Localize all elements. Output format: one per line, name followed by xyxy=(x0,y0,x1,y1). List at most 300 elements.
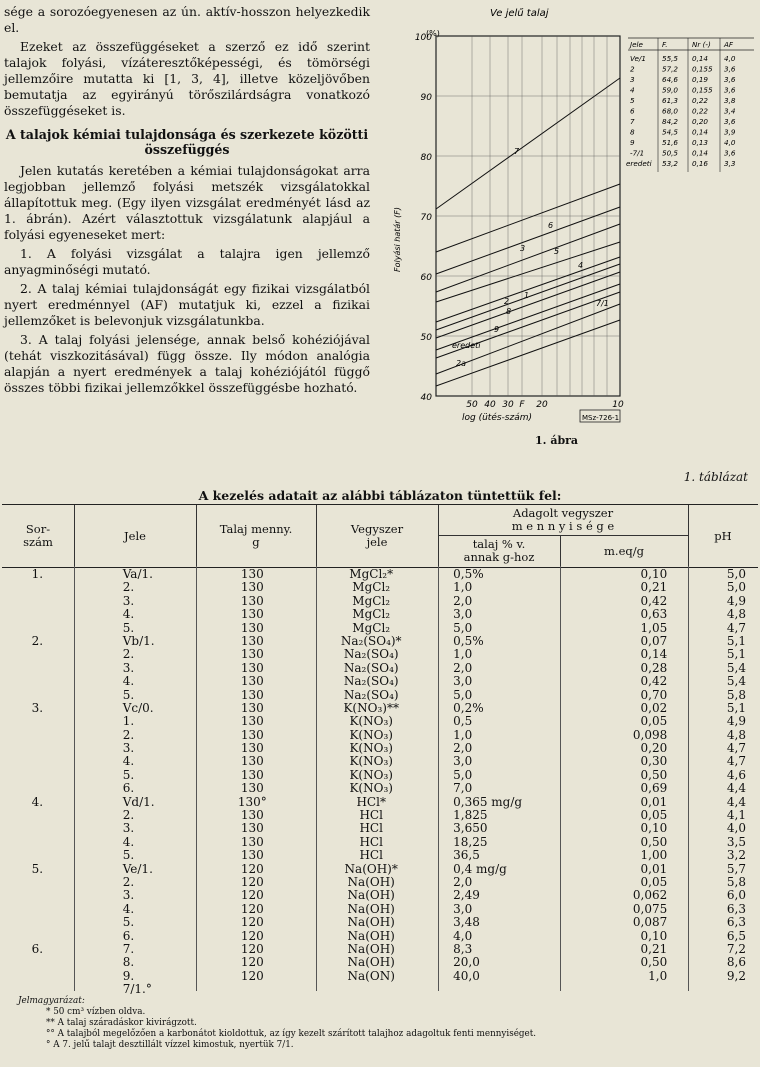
inset-cell: 0,14 xyxy=(692,127,709,137)
row-pct: 0,5% xyxy=(453,634,484,648)
row-vegy: MgCl₂ xyxy=(352,581,391,595)
table-header xyxy=(2,504,758,568)
inset-cell: 68,0 xyxy=(662,106,679,116)
row-pct xyxy=(431,983,571,996)
table-row xyxy=(2,702,758,715)
table-row xyxy=(2,809,758,822)
ytick-70: 70 xyxy=(420,213,432,223)
row-ph: 4,8 xyxy=(726,608,746,622)
header-adag: Adagolt vegyszer m e n n y i s é g e xyxy=(438,505,689,536)
y-tick-labels xyxy=(415,33,432,403)
row-num xyxy=(2,836,73,849)
row-menny: 130 xyxy=(240,701,264,715)
row-meq: 0,05 xyxy=(640,875,668,889)
row-jele: 6. xyxy=(122,782,135,796)
row-vegy: MgCl₂ xyxy=(352,621,391,635)
inset-cell: 3,6 xyxy=(724,75,736,84)
table-row xyxy=(2,568,758,581)
row-ph: 5,7 xyxy=(726,862,746,876)
inset-table xyxy=(626,40,736,168)
line-7 xyxy=(436,78,620,209)
row-vegy: Na(OH) xyxy=(347,942,395,956)
row-menny: 130 xyxy=(240,594,264,608)
row-meq: 0,05 xyxy=(640,715,668,729)
row-jele: 2. xyxy=(122,648,135,662)
line-2a xyxy=(436,320,620,386)
row-num xyxy=(2,729,73,742)
table-row xyxy=(2,956,758,969)
inset-cell: 3,4 xyxy=(724,106,736,116)
row-ph: 4,7 xyxy=(726,742,746,756)
inset-cell: 53,2 xyxy=(662,159,679,168)
note-2: ** A talaj száradáskor kivirágzott. xyxy=(46,1018,197,1028)
row-menny: 130 xyxy=(240,849,264,863)
inset-cell: 0,16 xyxy=(692,159,709,168)
row-meq: 0,01 xyxy=(640,862,668,876)
inset-cell: 64,6 xyxy=(662,75,679,84)
inset-cell: 7 xyxy=(630,117,635,126)
row-menny: 120 xyxy=(240,929,264,943)
row-pct: 3,0 xyxy=(453,902,473,916)
note-3: °° A talajból megelőzően a karbonátot kioldottuk, az így kezelt szárított talajhoz adagoltuk fenti mennyiséget. xyxy=(46,1029,537,1039)
row-jele: 3. xyxy=(122,889,135,903)
inset-cell: 0,155 xyxy=(692,64,713,74)
inset-cell: 3,6 xyxy=(724,117,736,126)
inset-cell: 3,6 xyxy=(724,64,736,74)
inset-cell: 3,6 xyxy=(724,148,736,158)
row-num xyxy=(2,849,73,862)
row-menny: 120 xyxy=(240,889,264,903)
table-row xyxy=(2,782,758,795)
inset-cell: 0,22 xyxy=(692,106,709,116)
row-jele: 3. xyxy=(122,661,135,675)
inset-cell: 9 xyxy=(630,138,635,147)
line-label-1: 1 xyxy=(524,291,530,300)
row-vegy: Na(OH)* xyxy=(344,862,398,876)
row-menny: 130 xyxy=(240,755,264,769)
ytick-40: 40 xyxy=(420,393,432,403)
row-jele: 3. xyxy=(122,822,135,836)
row-num xyxy=(2,742,73,755)
treatment-table xyxy=(2,504,758,997)
row-pct: 1,0 xyxy=(453,648,473,662)
inset-cell: 84,2 xyxy=(662,117,679,126)
row-jele: 4. xyxy=(122,835,135,849)
row-menny: 130 xyxy=(240,581,264,595)
line-label-5: 5 xyxy=(554,247,560,256)
row-ph: 5,0 xyxy=(726,581,746,595)
row-vegy: HCl xyxy=(359,849,383,863)
row-jele: 2. xyxy=(122,581,135,595)
row-menny: 130 xyxy=(240,768,264,782)
row-num xyxy=(2,755,73,768)
table-row xyxy=(2,755,758,768)
row-num xyxy=(2,956,73,969)
row-menny: 130 xyxy=(240,675,264,689)
inset-cell: -7/1 xyxy=(630,148,645,158)
row-vegy: K(NO₃) xyxy=(349,728,393,742)
row-ph: 4,0 xyxy=(726,822,746,836)
row-ph: 9,2 xyxy=(726,969,746,983)
row-num xyxy=(2,595,73,608)
table-row xyxy=(2,970,758,983)
row-jele: 5. xyxy=(122,916,135,930)
row-jele: 7. xyxy=(122,942,135,956)
row-vegy: Na₂(SO₄) xyxy=(343,661,399,675)
line-label-9: 9 xyxy=(494,325,500,334)
row-menny: 130 xyxy=(240,809,264,823)
line-2 xyxy=(436,257,620,322)
table-row xyxy=(2,715,758,728)
line-label-4: 4 xyxy=(578,261,584,270)
row-meq: 0,075 xyxy=(632,902,668,916)
row-meq: 0,42 xyxy=(640,675,668,689)
row-num xyxy=(2,581,73,594)
header-ph: pH xyxy=(714,528,732,543)
row-jele: 3. xyxy=(122,594,135,608)
row-meq: 1,05 xyxy=(640,621,668,635)
x-tick-labels xyxy=(466,400,624,410)
ytick-90: 90 xyxy=(420,93,432,103)
inset-cell: 3,8 xyxy=(724,96,736,105)
row-ph: 4,9 xyxy=(726,715,746,729)
row-ph: 8,6 xyxy=(726,956,746,970)
paragraph-5: 2. A talaj kémiai tulajdonságát egy fizikai vizsgálatból nyert eredménnyel (AF) mutatjuk ki, ezzel a fizikai jellemzőket is belevonjuk vizsgálatunkba. xyxy=(4,281,370,328)
row-vegy: Na₂(SO₄) xyxy=(343,675,399,689)
row-ph: 6,5 xyxy=(726,929,746,943)
row-menny: 120 xyxy=(240,956,264,970)
row-ph: 6,3 xyxy=(726,902,746,916)
row-pct: 2,0 xyxy=(453,875,473,889)
row-vegy: MgCl₂* xyxy=(349,568,394,581)
row-ph: 3,5 xyxy=(726,835,746,849)
figure-1 xyxy=(382,2,760,452)
row-pct: 3,650 xyxy=(453,822,488,836)
row-ph: 4,6 xyxy=(726,768,746,782)
inset-cell: 0,13 xyxy=(692,138,709,147)
row-menny: 130 xyxy=(240,608,264,622)
row-pct: 4,0 xyxy=(453,929,473,943)
row-vegy: Na(OH) xyxy=(347,956,395,970)
row-vegy: Na(OH) xyxy=(347,916,395,930)
row-menny: 130 xyxy=(240,835,264,849)
row-jele: 2. xyxy=(122,809,135,823)
row-meq: 0,05 xyxy=(640,809,668,823)
inset-cell: 0,19 xyxy=(692,75,709,84)
row-pct: 2,49 xyxy=(453,889,480,903)
row-meq: 1,0 xyxy=(648,969,668,983)
inset-cell: 0,14 xyxy=(692,54,709,63)
body-text-column xyxy=(4,4,370,399)
inset-cell: 3,9 xyxy=(724,127,736,137)
row-num: 4. xyxy=(31,795,44,809)
row-num xyxy=(2,608,73,621)
row-num xyxy=(2,648,73,661)
paragraph-4: 1. A folyási vizsgálat a talajra igen jellemző anyagminőségi mutató. xyxy=(4,246,370,277)
row-meq: 0,098 xyxy=(632,728,668,742)
header-menny: Talaj menny. g xyxy=(196,505,317,567)
inset-cell: Ve/1 xyxy=(630,54,646,63)
row-ph: 5,8 xyxy=(726,688,746,702)
row-jele: 4. xyxy=(122,608,135,622)
table-row xyxy=(2,889,758,902)
inset-cell: 2 xyxy=(630,64,635,74)
row-num xyxy=(2,970,73,983)
table-body xyxy=(2,568,758,997)
inset-cell: 50,5 xyxy=(662,148,679,158)
ytick-50: 50 xyxy=(420,333,432,343)
row-num xyxy=(2,930,73,943)
row-pct: 3,0 xyxy=(453,608,473,622)
inset-cell: 0,22 xyxy=(692,96,709,105)
row-ph: 5,1 xyxy=(726,648,746,662)
table-row xyxy=(2,943,758,956)
row-num: 3. xyxy=(31,701,44,715)
row-menny: 120 xyxy=(240,969,264,983)
ytick-100: 100 xyxy=(414,33,432,43)
table-row xyxy=(2,796,758,809)
row-meq: 0,42 xyxy=(640,594,668,608)
row-menny: 130 xyxy=(240,715,264,729)
xtick-30: 30 xyxy=(502,400,514,410)
notes-title: Jelmagyarázat: xyxy=(18,996,85,1006)
row-num xyxy=(2,983,73,996)
row-num xyxy=(2,889,73,902)
line-label-7-1: 7/1 xyxy=(596,299,609,308)
figure-caption: 1. ábra xyxy=(535,434,579,447)
row-ph: 4,1 xyxy=(726,809,746,823)
row-pct: 1,825 xyxy=(453,809,488,823)
row-meq: 0,10 xyxy=(640,929,668,943)
inset-cell: 0,20 xyxy=(692,117,709,126)
inset-cell: 3 xyxy=(630,75,635,84)
line-label-8: 8 xyxy=(506,307,512,316)
row-menny: 130 xyxy=(240,634,264,648)
percent-label: (%) xyxy=(426,29,440,38)
row-menny: 120 xyxy=(240,862,264,876)
table-row xyxy=(2,742,758,755)
row-meq: 0,69 xyxy=(640,782,668,796)
row-menny: 130 xyxy=(240,822,264,836)
row-vegy: Na₂(SO₄) xyxy=(343,688,399,702)
flow-line-chart xyxy=(382,2,760,452)
row-jele: 1. xyxy=(122,715,135,729)
row-ph: 5,0 xyxy=(726,568,746,581)
header-jele: Jele xyxy=(74,505,197,567)
row-ph: 5,4 xyxy=(726,675,746,689)
row-ph: 5,4 xyxy=(726,661,746,675)
table-row xyxy=(2,595,758,608)
ytick-80: 80 xyxy=(420,153,432,163)
inset-cell: 57,2 xyxy=(662,64,679,74)
row-vegy: MgCl₂ xyxy=(352,594,391,608)
table-row xyxy=(2,849,758,862)
table-row xyxy=(2,863,758,876)
row-pct: 3,48 xyxy=(453,916,480,930)
xtick-40: 40 xyxy=(484,400,496,410)
row-jele: 6. xyxy=(122,929,135,943)
row-vegy: MgCl₂ xyxy=(352,608,391,622)
inset-cell: 0,14 xyxy=(692,148,709,158)
table-row xyxy=(2,689,758,702)
row-pct: 5,0 xyxy=(453,688,473,702)
ytick-60: 60 xyxy=(420,273,432,283)
row-num xyxy=(2,903,73,916)
inset-header: AF xyxy=(724,40,734,49)
line-label-6: 6 xyxy=(548,221,554,230)
row-pct: 2,0 xyxy=(453,661,473,675)
line-label-eredeti: eredeti xyxy=(452,341,481,350)
inset-cell: 4 xyxy=(630,85,635,95)
inset-cell: 61,3 xyxy=(662,96,679,105)
row-jele: 2. xyxy=(122,875,135,889)
row-menny: 130 xyxy=(240,621,264,635)
figure-stamp: MSz-726-1 xyxy=(582,414,620,422)
row-ph: 6,0 xyxy=(726,889,746,903)
row-pct: 2,0 xyxy=(453,594,473,608)
header-pct: talaj % v. annak g-hoz xyxy=(438,535,561,567)
row-meq: 0,02 xyxy=(640,701,668,715)
row-jele: 7/1.° xyxy=(122,983,152,997)
row-meq: 1,00 xyxy=(640,849,668,863)
row-jele: 2. xyxy=(122,728,135,742)
line-label-7: 7 xyxy=(514,147,520,156)
inset-cell: 3,6 xyxy=(724,85,736,95)
paragraph-2: Ezeket az összefüggéseket a szerző ez idő szerint talajok folyási, vízáteresztőképességi, és tömörségi jellemzőire mutatta ki [1, 3, 4], illetve közeljövőben bemutatja az egyirányú törőszilárdságra vonatkozó összefüggéseket is. xyxy=(4,39,370,118)
row-ph: 5,1 xyxy=(726,701,746,715)
table-row xyxy=(2,581,758,594)
line-label-2a: 2a xyxy=(456,359,466,368)
row-jele: Ve/1. xyxy=(122,862,153,876)
row-pct: 3,0 xyxy=(453,755,473,769)
table-row xyxy=(2,635,758,648)
row-jele: 4. xyxy=(122,902,135,916)
row-vegy: K(NO₃)** xyxy=(343,701,399,715)
row-vegy: Na(OH) xyxy=(347,889,395,903)
row-ph: 4,4 xyxy=(726,782,746,796)
row-jele: 5. xyxy=(122,621,135,635)
row-menny: 120 xyxy=(240,916,264,930)
row-num xyxy=(2,916,73,929)
row-pct: 8,3 xyxy=(453,942,473,956)
row-meq: 0,10 xyxy=(640,822,668,836)
row-menny: 130 xyxy=(240,728,264,742)
table-row xyxy=(2,822,758,835)
row-jele: 9. xyxy=(122,969,135,983)
paragraph-1: sége a sorozóegyenesen az ún. aktív-hosszon helyezkedik el. xyxy=(4,4,370,35)
row-jele: Vd/1. xyxy=(122,795,155,809)
row-meq: 0,28 xyxy=(640,661,668,675)
row-jele: 5. xyxy=(122,688,135,702)
table-row xyxy=(2,675,758,688)
inset-cell: 51,6 xyxy=(662,138,679,147)
figure-title: Ve jelű talaj xyxy=(490,8,549,19)
row-num xyxy=(2,715,73,728)
line-3 xyxy=(436,207,620,274)
row-meq: 0,01 xyxy=(640,795,668,809)
header-meq: m.eq/g xyxy=(560,535,689,567)
row-num xyxy=(2,876,73,889)
inset-cell: 59,0 xyxy=(662,85,679,95)
row-menny: 130° xyxy=(237,795,267,809)
row-vegy: Na₂(SO₄)* xyxy=(340,634,402,648)
row-jele: 5. xyxy=(122,768,135,782)
row-meq: 0,14 xyxy=(640,648,668,662)
row-num xyxy=(2,822,73,835)
inset-cell: 5 xyxy=(630,96,635,105)
row-vegy: Na(OH) xyxy=(347,902,395,916)
row-jele: 3. xyxy=(122,742,135,756)
row-ph: 5,1 xyxy=(726,634,746,648)
row-vegy: K(NO₃) xyxy=(349,755,393,769)
row-vegy: HCl xyxy=(359,822,383,836)
table-row xyxy=(2,916,758,929)
line-6 xyxy=(436,184,620,252)
row-vegy: Na(OH) xyxy=(347,875,395,889)
row-pct: 36,5 xyxy=(453,849,480,863)
note-4: ° A 7. jelű talajt desztillált vízzel kimostuk, nyertük 7/1. xyxy=(46,1040,294,1050)
row-pct: 0,2% xyxy=(453,701,484,715)
inset-header: Jele xyxy=(630,40,643,49)
row-ph: 4,7 xyxy=(726,755,746,769)
xtick-f: F xyxy=(519,400,525,410)
inset-cell: 54,5 xyxy=(662,127,679,137)
row-ph: 3,2 xyxy=(726,849,746,863)
row-meq: 0,10 xyxy=(640,568,668,581)
row-vegy: K(NO₃) xyxy=(349,768,393,782)
row-meq: 0,50 xyxy=(640,956,668,970)
row-pct: 20,0 xyxy=(453,956,480,970)
row-meq: 0,21 xyxy=(640,581,668,595)
row-ph: 4,7 xyxy=(726,621,746,635)
row-jele: Va/1. xyxy=(122,568,153,581)
row-num: 2. xyxy=(31,634,44,648)
row-jele: 8. xyxy=(122,956,135,970)
flow-lines xyxy=(436,78,620,386)
row-menny: 130 xyxy=(240,782,264,796)
row-pct: 1,0 xyxy=(453,581,473,595)
inset-cell: 3,3 xyxy=(724,159,736,168)
note-1: * 50 cm³ vízben oldva. xyxy=(46,1007,146,1017)
row-meq: 0,21 xyxy=(640,942,668,956)
table-row xyxy=(2,876,758,889)
row-ph: 4,4 xyxy=(726,795,746,809)
line-label-3: 3 xyxy=(520,244,526,253)
row-pct: 3,0 xyxy=(453,675,473,689)
legend-notes xyxy=(18,996,536,1051)
inset-cell: 4,0 xyxy=(724,54,736,63)
table-row xyxy=(2,648,758,661)
table-title: A kezelés adatait az alábbi táblázaton tüntettük fel: xyxy=(198,488,562,503)
row-vegy: HCl xyxy=(359,809,383,823)
row-meq: 0,07 xyxy=(640,634,668,648)
row-ph: 7,2 xyxy=(726,942,746,956)
table-row xyxy=(2,729,758,742)
row-num xyxy=(2,689,73,702)
row-jele: 4. xyxy=(122,755,135,769)
row-pct: 1,0 xyxy=(453,728,473,742)
table-row xyxy=(2,769,758,782)
x-axis-label: log (ütés-szám) xyxy=(462,413,533,423)
row-jele: Vc/0. xyxy=(122,701,154,715)
row-ph: 6,3 xyxy=(726,916,746,930)
row-pct: 0,365 mg/g xyxy=(453,795,523,809)
row-vegy: K(NO₃) xyxy=(349,782,393,796)
paragraph-3: Jelen kutatás keretében a kémiai tulajdonságokat arra legjobban jellemző folyási metszék vizsgálatokkal állapítottuk meg. (Egy ilyen vizsgálat eredményét lásd az 1. ábrán). Azért választottuk vizsgálatunk alapjául a folyási egyeneseket mert: xyxy=(4,163,370,242)
table-row xyxy=(2,622,758,635)
inset-cell: 4,0 xyxy=(724,138,736,147)
row-num xyxy=(2,769,73,782)
